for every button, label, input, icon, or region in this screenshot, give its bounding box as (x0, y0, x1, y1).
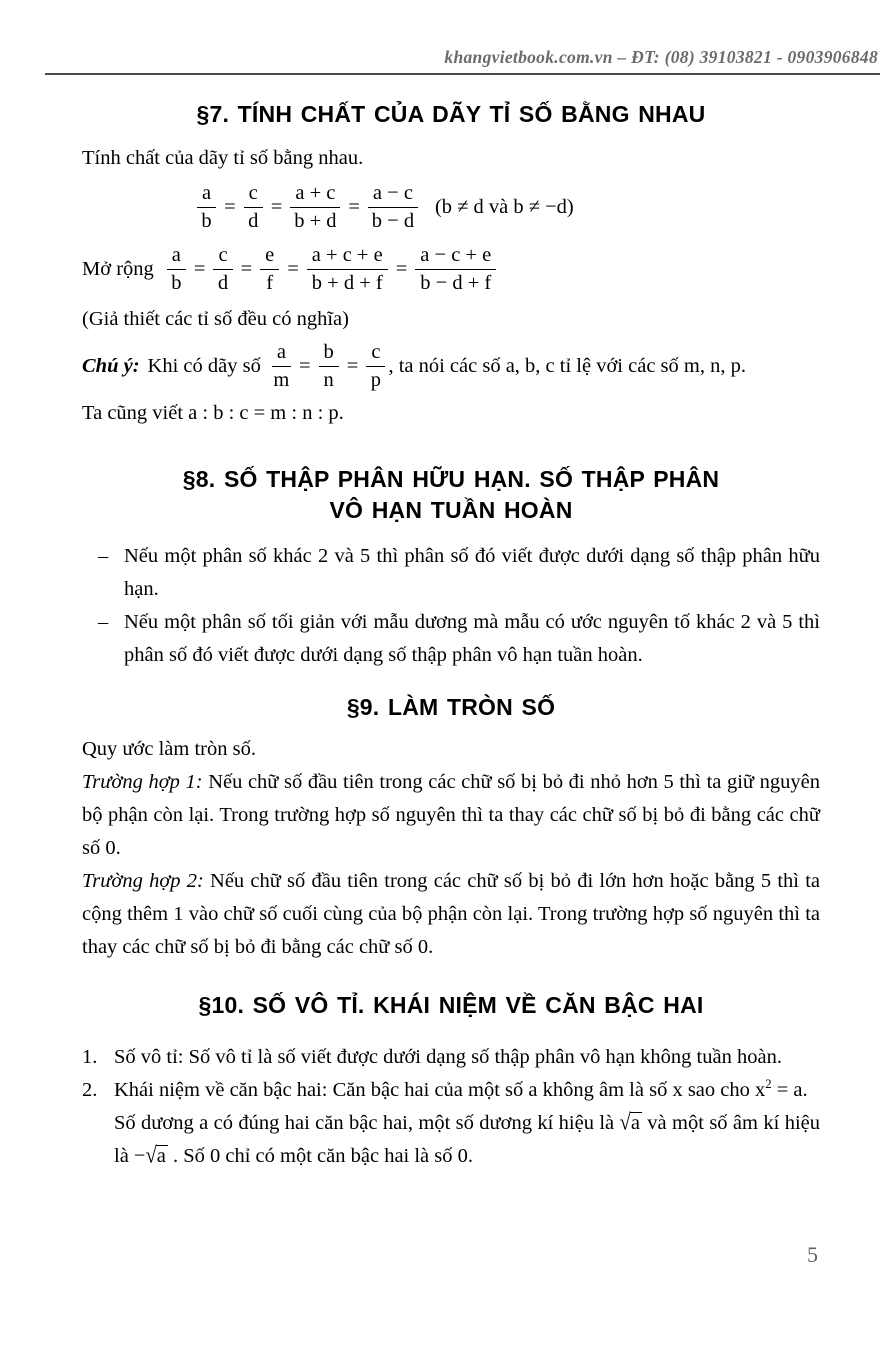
numbered-item (82, 1041, 820, 1074)
bullet-text: Nếu một phân số khác 2 và 5 thì phân số đó viết được dưới dạng số thập phân hữu hạn. (124, 544, 820, 600)
fraction (260, 243, 279, 295)
equals-sign: = (287, 257, 299, 280)
item-text (114, 1074, 820, 1107)
section-9-heading: §9. LÀM TRÒN SỐ (346, 693, 556, 720)
case-1-label: Trường hợp 1: (82, 770, 203, 793)
fraction (366, 340, 385, 392)
section-8-heading-line2: VÔ HẠN TUẦN HOÀN (329, 496, 573, 523)
fraction (272, 340, 291, 392)
fraction-denominator: b + d (294, 209, 337, 232)
assumption-note: (Giả thiết các tỉ số đều có nghĩa) (82, 308, 349, 331)
fraction-denominator: b − d + f (420, 271, 492, 294)
rounding-case-1 (82, 766, 820, 865)
fraction (213, 243, 232, 295)
section-7-intro: Tính chất của dãy tỉ số bằng nhau. (82, 147, 364, 169)
extension-label: Mở rộng (82, 257, 154, 280)
section-8-heading-line1: §8. SỐ THẬP PHÂN HỮU HẠN. SỐ THẬP PHÂN (182, 465, 720, 492)
section-9-intro: Quy ước làm tròn số. (82, 737, 256, 760)
case-2-text: Nếu chữ số đầu tiên trong các chữ số bị bỏ đi lớn hơn hoặc bằng 5 thì ta cộng thêm 1 vào chữ số cuối cùng của bộ phận còn lại. Trong trường hợp số nguyên thì ta thay các chữ số bị bỏ đi bằng các chữ số 0. (82, 869, 820, 958)
fraction (307, 243, 388, 295)
minus-sign: − (133, 1144, 146, 1167)
fraction-denominator: b − d (371, 209, 415, 232)
remark-pre-text: Khi có dãy số (147, 354, 261, 377)
numbered-item (82, 1074, 820, 1173)
exponent: 2 (765, 1076, 772, 1091)
item-number: 1. (82, 1045, 98, 1068)
fraction-denominator: m (273, 368, 290, 391)
fraction-numerator: a + c (290, 181, 340, 208)
page-header-text: khangvietbook.com.vn – ĐT: (08) 39103821 - 0903906848 (444, 47, 878, 67)
item-number: 2. (82, 1078, 98, 1101)
equals-sign: = (240, 257, 253, 280)
equals-sign: = (395, 257, 408, 280)
equals-sign: = (193, 257, 206, 280)
list-item (82, 540, 820, 606)
fraction-denominator: d (248, 209, 259, 232)
fraction-denominator: b + d + f (311, 271, 383, 294)
bullet-dash: – (98, 544, 109, 567)
fraction (167, 243, 186, 295)
fraction (290, 181, 340, 233)
fraction-numerator: c (244, 181, 263, 208)
section-8-heading (82, 464, 820, 526)
fraction (368, 181, 418, 233)
item-text-main: Khái niệm về căn bậc hai: Căn bậc hai của một số a không âm là số x sao cho x (114, 1078, 766, 1101)
equals-sign: = (298, 354, 311, 377)
equals-sign: = (270, 195, 283, 218)
rounding-case-2 (82, 865, 820, 964)
equals-sign: = (346, 354, 359, 377)
remark-label: Chú ý: (82, 354, 140, 377)
fraction-denominator: b (201, 209, 212, 232)
header-rule (45, 73, 880, 75)
proportion-notation-line: Ta cũng viết a : b : c = m : n : p. (82, 401, 344, 424)
page-number: 5 (807, 1242, 818, 1267)
subtext-mid: và một số âm kí hiệu là (114, 1111, 820, 1167)
negative-square-root-expression (134, 1140, 168, 1173)
list-item (82, 606, 820, 672)
section-10-heading: §10. SỐ VÔ TỈ. KHÁI NIỆM VỀ CĂN BẬC HAI (198, 991, 704, 1018)
item-text: Số vô tỉ: Số vô tỉ là số viết được dưới dạng số thập phân vô hạn không tuần hoàn. (114, 1045, 782, 1068)
fraction (319, 340, 339, 392)
fraction-numerator: a (167, 243, 186, 270)
fraction-numerator: a − c + e (415, 243, 496, 270)
square-root-expression (620, 1107, 642, 1140)
item-text-after: = a. (771, 1078, 808, 1101)
fraction-denominator: f (266, 271, 274, 294)
fraction-numerator: a + c + e (307, 243, 388, 270)
radical-symbol: √ (619, 1110, 631, 1135)
fraction-numerator: b (319, 340, 339, 367)
bullet-text: Nếu một phân số tối giản với mẫu dương mà mẫu có ước nguyên tố khác 2 và 5 thì phân số đó viết được dưới dạng số thập phân vô hạn tuần hoàn. (124, 610, 820, 666)
fraction-numerator: a (197, 181, 216, 208)
equal-ratios-formula (194, 181, 820, 233)
fraction (415, 243, 496, 295)
bullet-dash: – (98, 610, 109, 633)
fraction (197, 181, 216, 233)
fraction-numerator: c (366, 340, 385, 367)
fraction-numerator: a (272, 340, 291, 367)
section-7-heading: §7. TÍNH CHẤT CỦA DÃY TỈ SỐ BẰNG NHAU (196, 101, 706, 127)
equals-sign: = (224, 195, 236, 218)
remark-post-text: , ta nói các số a, b, c tỉ lệ với các số m, n, p. (388, 354, 746, 377)
case-2-label: Trường hợp 2: (82, 869, 204, 892)
fraction-numerator: c (213, 243, 232, 270)
case-1-text: Nếu chữ số đầu tiên trong các chữ số bị bỏ đi nhỏ hơn 5 thì ta giữ nguyên bộ phận còn lại. Trong trường hợp số nguyên thì ta thay các chữ số bị bỏ đi bằng các chữ số 0. (82, 770, 820, 859)
subtext-post: . Số 0 chỉ có một căn bậc hai là số 0. (167, 1144, 474, 1167)
radicand: a (630, 1111, 640, 1134)
radical-symbol: √ (145, 1143, 157, 1168)
fraction-numerator: a − c (368, 181, 418, 208)
fraction-denominator: d (217, 271, 229, 294)
formula-condition: (b ≠ d và b ≠ −d) (434, 195, 574, 218)
fraction (244, 181, 263, 233)
fraction-denominator: n (323, 368, 334, 391)
fraction-denominator: p (370, 368, 381, 391)
equals-sign: = (348, 195, 360, 218)
extended-ratios-formula (82, 243, 820, 295)
item-subtext (114, 1107, 820, 1173)
subtext-pre: Số dương a có đúng hai căn bậc hai, một số dương kí hiệu là (114, 1111, 620, 1134)
remark-row (82, 340, 820, 392)
fraction-numerator: e (260, 243, 279, 270)
radicand: a (156, 1144, 166, 1167)
fraction-denominator: b (171, 271, 182, 294)
